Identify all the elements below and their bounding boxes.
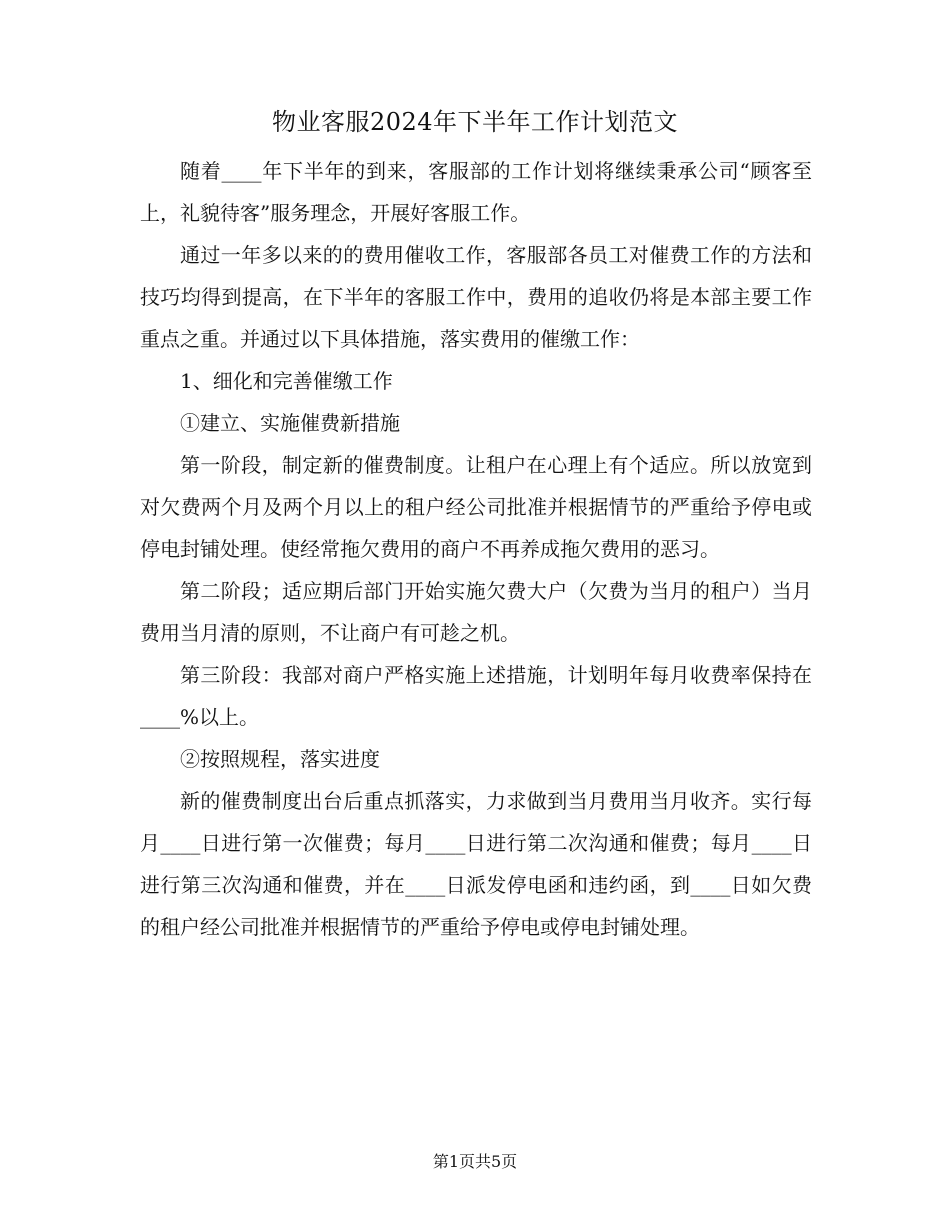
paragraph: 随着____年下半年的到来，客服部的工作计划将继续秉承公司“顾客至上，礼貌待客”服务理念，开展好客服工作。 [140, 159, 812, 225]
document-body [140, 150, 812, 948]
paragraph: 第二阶段；适应期后部门开始实施欠费大户（欠费为当月的租户）当月费用当月清的原则，不让商户有可趁之机。 [140, 579, 812, 645]
paragraph: 第三阶段：我部对商户严格实施上述措施，计划明年每月收费率保持在____%以上。 [140, 663, 812, 729]
subsection-heading: ①建立、实施催费新措施 [180, 411, 400, 435]
section-heading: 1、细化和完善催缴工作 [180, 369, 393, 393]
subsection-heading: ②按照规程，落实进度 [180, 747, 380, 771]
document-title: 物业客服2024年下半年工作计划范文 [271, 108, 679, 136]
paragraph: 通过一年多以来的的费用催收工作，客服部各员工对催费工作的方法和技巧均得到提高，在下半年的客服工作中，费用的追收仍将是本部主要工作重点之重。并通过以下具体措施，落实费用的催缴工作： [140, 243, 812, 351]
page-number-footer: 第1页共5页 [432, 1152, 518, 1171]
paragraph: 新的催费制度出台后重点抓落实，力求做到当月费用当月收齐。实行每月____日进行第一次催费；每月____日进行第二次沟通和催费；每月____日进行第三次沟通和催费，并在____日派发停电函和违约函，到____日如欠费的租户经公司批准并根据情节的严重给予停电或停电封铺处理。 [140, 789, 812, 939]
paragraph: 第一阶段，制定新的催费制度。让租户在心理上有个适应。所以放宽到对欠费两个月及两个月以上的租户经公司批准并根据情节的严重给予停电或停电封铺处理。使经常拖欠费用的商户不再养成拖欠费用的恶习。 [140, 453, 812, 561]
